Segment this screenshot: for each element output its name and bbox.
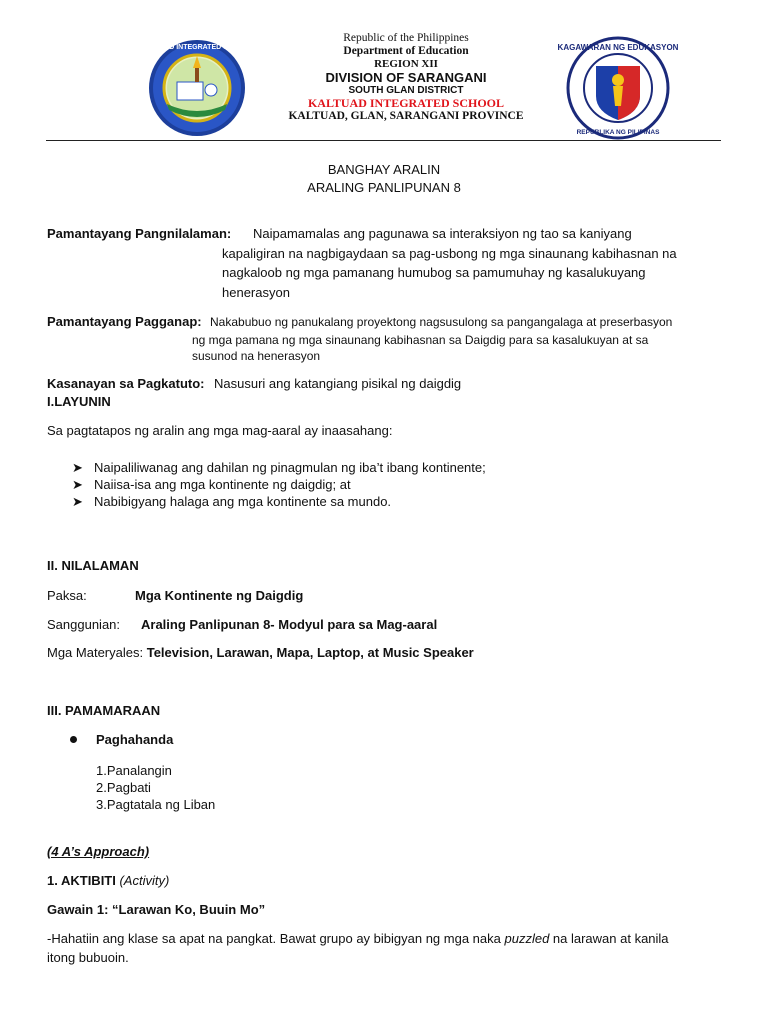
document-header — [0, 32, 768, 137]
header-department: Department of Education — [343, 45, 469, 57]
layunin-heading: I.LAYUNIN — [47, 394, 111, 409]
aktibiti-english: (Activity) — [119, 873, 170, 888]
school-logo-ring-text: KALTUAD INTEGRATED SCHOOL — [140, 44, 254, 51]
pangnilalaman-line1: Naipamamalas ang pagunawa sa interaksiyon ng tao sa kaniyang — [253, 226, 632, 241]
header-text — [248, 32, 564, 123]
layunin-item — [72, 459, 486, 476]
materyales-label: Mga Materyales: — [47, 645, 144, 660]
gawain-description-line1 — [47, 929, 669, 949]
title-banghay: BANGHAY ARALIN — [327, 162, 441, 177]
gawain-title: Gawain 1: “Larawan Ko, Buuin Mo” — [47, 902, 266, 917]
gawain-description-line2: itong bubuoin. — [47, 950, 129, 965]
arrow-bullet-icon: ➤ — [72, 460, 83, 475]
kasanayan-text: Nasusuri ang katangiang pisikal ng daigdig — [214, 376, 462, 391]
approach-label: (4 A’s Approach) — [47, 844, 150, 859]
deped-seal-top-text: KAGAWARAN NG EDUKASYON — [557, 43, 679, 52]
layunin-item-text: Naipaliliwanag ang dahilan ng pinagmulan ng iba’t ibang kontinente; — [94, 460, 486, 475]
pangnilalaman-line2: kapaligiran na nagbigaydaan sa pag-usbong ng mga sinaunang kabihasnan na — [222, 246, 677, 261]
paghahanda-step: 2.Pagbati — [96, 780, 151, 795]
school-logo — [140, 38, 254, 138]
aktibiti-heading — [47, 871, 169, 891]
layunin-item — [72, 493, 391, 510]
deped-seal-bottom-text: REPUBLIKA NG PILIPINAS — [576, 129, 660, 136]
header-district: SOUTH GLAN DISTRICT — [348, 85, 464, 96]
layunin-item-text: Naiisa-isa ang mga kontinente ng daigdig; at — [94, 477, 351, 492]
header-divider — [46, 140, 721, 141]
pangnilalaman-line4: henerasyon — [222, 285, 290, 300]
materyales-row — [47, 643, 474, 663]
header-school-name: KALTUAD INTEGRATED SCHOOL — [307, 96, 505, 110]
kasanayan-label: Kasanayan sa Pagkatuto: — [47, 376, 205, 391]
header-division: DIVISION OF SARANGANI — [325, 70, 487, 85]
pangnilalaman-label: Pamantayang Pangnilalaman: — [47, 226, 232, 241]
pangnilalaman-line3: nagkaloob ng mga pamanang humubog sa pamumuhay ng kasalukuyang — [222, 265, 646, 280]
pagganap-line2: ng mga pamana ng mga sinaunang kabihasnan sa Daigdig para sa kasalukuyan at sa — [192, 333, 649, 347]
sanggunian-value: Araling Panlipunan 8- Modyul para sa Mag-aaral — [141, 617, 438, 632]
paksa-value: Mga Kontinente ng Daigdig — [135, 588, 304, 603]
deped-seal — [557, 36, 679, 140]
desc-part2: na larawan at kanila — [549, 931, 669, 946]
pagganap-label: Pamantayang Pagganap: — [47, 314, 202, 329]
pamamaraan-heading: III. PAMAMARAAN — [47, 703, 161, 718]
nilalaman-heading: II. NILALAMAN — [47, 558, 139, 573]
desc-part1: -Hahatiin ang klase sa apat na pangkat. Bawat grupo ay bibigyan ng mga naka — [47, 931, 505, 946]
materyales-value: Television, Larawan, Mapa, Laptop, at Music Speaker — [146, 645, 474, 660]
bullet-dot-icon — [70, 736, 77, 743]
arrow-bullet-icon: ➤ — [72, 494, 83, 509]
paghahanda-step: 3.Pagtatala ng Liban — [96, 797, 216, 812]
pagganap-line1: Nakabubuo ng panukalang proyektong nagsusulong sa pangangalaga at preserbasyon — [210, 315, 673, 329]
header-address: KALTUAD, GLAN, SARANGANI PROVINCE — [288, 110, 524, 122]
header-region: REGION XII — [374, 58, 438, 70]
header-republic: Republic of the Philippines — [343, 32, 469, 44]
desc-italic: puzzled — [504, 931, 550, 946]
layunin-item-text: Nabibigyang halaga ang mga kontinente sa mundo. — [94, 494, 392, 509]
layunin-intro: Sa pagtatapos ng aralin ang mga mag-aaral ay inaasahang: — [47, 423, 393, 438]
sanggunian-label: Sanggunian: — [47, 617, 121, 632]
paghahanda-step: 1.Panalangin — [96, 763, 172, 778]
paksa-label: Paksa: — [47, 588, 87, 603]
paghahanda-label: Paghahanda — [96, 732, 174, 747]
arrow-bullet-icon: ➤ — [72, 477, 83, 492]
title-subject: ARALING PANLIPUNAN 8 — [307, 180, 461, 195]
aktibiti-label: 1. AKTIBITI — [47, 873, 120, 888]
layunin-item — [72, 476, 351, 493]
pagganap-line3: susunod na henerasyon — [192, 349, 321, 363]
